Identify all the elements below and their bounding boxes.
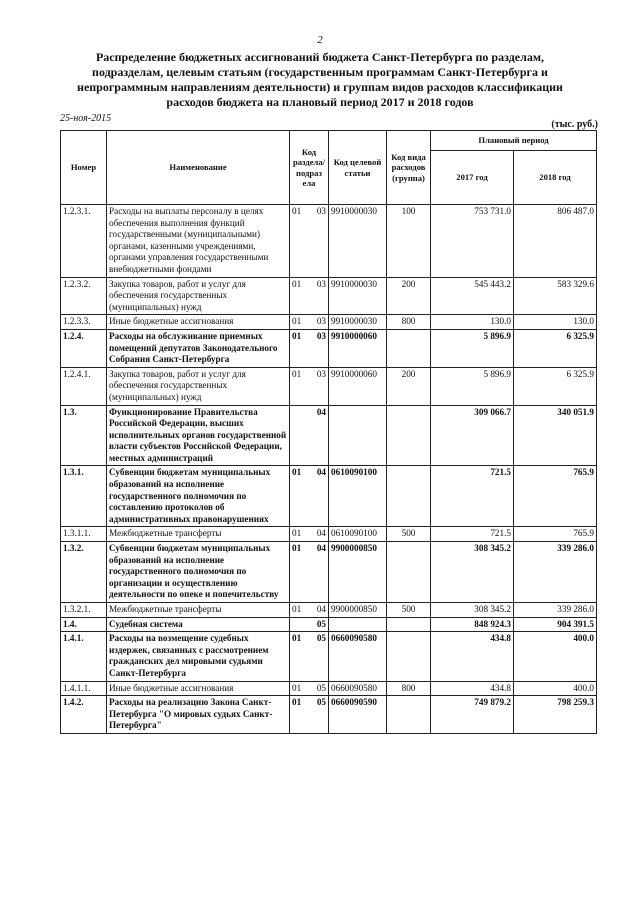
- header-2018: 2018 год: [514, 151, 597, 205]
- row-name: Межбюджетные трансферты: [107, 603, 290, 618]
- header-section: Код раздела/ подраз ела: [290, 131, 329, 205]
- table-row: [61, 329, 597, 367]
- row-amount-2017: 721.5: [431, 466, 514, 527]
- row-number: 1.3.2.1.: [61, 603, 107, 618]
- row-number: 1.2.4.1.: [61, 367, 107, 405]
- row-name: Функционирование Правительства Российской Федерации, высших исполнительных органов государственной власти субъектов Российской Федерации, местных администраций: [107, 405, 290, 466]
- header-name: Наименование: [107, 131, 290, 205]
- row-target-code: 9910000030: [329, 315, 387, 330]
- row-amount-2018: 130.0: [514, 315, 597, 330]
- row-type-code: 500: [387, 527, 431, 542]
- row-name: Расходы на возмещение судебных издержек, связанных с рассмотрением гражданских дел мировыми судьями Санкт-Петербурга: [107, 632, 290, 681]
- row-amount-2018: 583 329.6: [514, 277, 597, 315]
- row-type-code: 200: [387, 367, 431, 405]
- row-target-code: 9900000850: [329, 603, 387, 618]
- row-amount-2018: 765.9: [514, 527, 597, 542]
- row-amount-2018: 339 286.0: [514, 542, 597, 603]
- row-subsection: 04: [307, 542, 329, 603]
- row-subsection: 04: [307, 466, 329, 527]
- row-name: Расходы на обслуживание приемных помещений депутатов Законодательного Собрания Санкт-Петербурга: [107, 329, 290, 367]
- row-target-code: 9900000850: [329, 542, 387, 603]
- row-amount-2018: 765.9: [514, 466, 597, 527]
- row-amount-2017: 308 345.2: [431, 542, 514, 603]
- budget-table: [60, 130, 597, 734]
- row-type-code: 800: [387, 681, 431, 696]
- table-row: [61, 617, 597, 632]
- row-subsection: 04: [307, 527, 329, 542]
- table-row: [61, 542, 597, 603]
- row-amount-2018: 798 259.3: [514, 696, 597, 734]
- table-row: [61, 277, 597, 315]
- row-subsection: 04: [307, 405, 329, 466]
- row-amount-2018: 6 325.9: [514, 367, 597, 405]
- row-type-code: [387, 542, 431, 603]
- row-subsection: 05: [307, 681, 329, 696]
- table-row: [61, 205, 597, 278]
- row-amount-2018: 339 286.0: [514, 603, 597, 618]
- table-row: [61, 315, 597, 330]
- table-row: [61, 527, 597, 542]
- row-amount-2018: 6 325.9: [514, 329, 597, 367]
- row-subsection: 05: [307, 632, 329, 681]
- row-subsection: 05: [307, 617, 329, 632]
- row-target-code: 9910000030: [329, 205, 387, 278]
- row-amount-2017: 5 896.9: [431, 329, 514, 367]
- header-type: Код вида расходов (группа): [387, 131, 431, 205]
- row-target-code: 0660090590: [329, 696, 387, 734]
- row-amount-2018: 340 051.9: [514, 405, 597, 466]
- row-amount-2018: 400.0: [514, 681, 597, 696]
- table-row: [61, 603, 597, 618]
- row-type-code: 800: [387, 315, 431, 330]
- row-amount-2017: 5 896.9: [431, 367, 514, 405]
- row-type-code: [387, 466, 431, 527]
- row-target-code: 0610090100: [329, 527, 387, 542]
- row-type-code: [387, 405, 431, 466]
- row-type-code: [387, 632, 431, 681]
- row-name: Субвенции бюджетам муниципальных образований на исполнение государственного полномочия по организации и осуществлению деятельности по опеке и попечительству: [107, 542, 290, 603]
- row-number: 1.2.3.1.: [61, 205, 107, 278]
- row-subsection: 03: [307, 367, 329, 405]
- row-section: 01: [290, 603, 307, 618]
- row-name: Закупка товаров, работ и услуг для обеспечения государственных (муниципальных) нужд: [107, 277, 290, 315]
- row-type-code: 200: [387, 277, 431, 315]
- row-section: 01: [290, 681, 307, 696]
- table-row: [61, 405, 597, 466]
- row-subsection: 04: [307, 603, 329, 618]
- row-type-code: [387, 696, 431, 734]
- row-number: 1.4.1.1.: [61, 681, 107, 696]
- row-subsection: 05: [307, 696, 329, 734]
- row-amount-2017: 308 345.2: [431, 603, 514, 618]
- row-number: 1.2.4.: [61, 329, 107, 367]
- row-target-code: [329, 617, 387, 632]
- row-number: 1.3.: [61, 405, 107, 466]
- page-number: 2: [317, 34, 323, 46]
- row-name: Расходы на реализацию Закона Санкт-Петербурга "О мировых судьях Санкт-Петербурга": [107, 696, 290, 734]
- row-type-code: [387, 617, 431, 632]
- row-target-code: 0610090100: [329, 466, 387, 527]
- row-name: Расходы на выплаты персоналу в целях обеспечения выполнения функций государственными (муниципальными) органами, казенными учреждениями, органами управления государственными внебюджетными фондами: [107, 205, 290, 278]
- row-number: 1.4.1.: [61, 632, 107, 681]
- row-amount-2017: 545 443.2: [431, 277, 514, 315]
- row-number: 1.3.1.: [61, 466, 107, 527]
- row-target-code: 9910000060: [329, 329, 387, 367]
- row-section: 01: [290, 367, 307, 405]
- row-number: 1.3.2.: [61, 542, 107, 603]
- row-section: 01: [290, 527, 307, 542]
- row-name: Субвенции бюджетам муниципальных образований на исполнение государственного полномочия по составлению протоколов об административных правонарушениях: [107, 466, 290, 527]
- table-row: [61, 696, 597, 734]
- row-target-code: [329, 405, 387, 466]
- row-section: 01: [290, 315, 307, 330]
- document-title: Распределение бюджетных ассигнований бюджета Санкт-Петербурга по разделам, подразделам, целевым статьям (государственным программам Санкт-Петербурга и непрограммным направлениям деятельности) и группам видов расходов классификации расходов бюджета на плановый период 2017 и 2018 годов: [77, 50, 563, 109]
- row-amount-2017: 753 731.0: [431, 205, 514, 278]
- row-number: 1.4.2.: [61, 696, 107, 734]
- row-amount-2017: 721.5: [431, 527, 514, 542]
- row-amount-2018: 400.0: [514, 632, 597, 681]
- row-name: Межбюджетные трансферты: [107, 527, 290, 542]
- row-subsection: 03: [307, 329, 329, 367]
- table-row: [61, 632, 597, 681]
- row-section: 01: [290, 632, 307, 681]
- row-name: Закупка товаров, работ и услуг для обеспечения государственных (муниципальных) нужд: [107, 367, 290, 405]
- row-section: [290, 617, 307, 632]
- row-section: 01: [290, 205, 307, 278]
- header-target: Код целевой статьи: [329, 131, 387, 205]
- row-subsection: 03: [307, 315, 329, 330]
- row-number: 1.2.3.2.: [61, 277, 107, 315]
- table-row: [61, 466, 597, 527]
- document-date: 25-ноя-2015: [60, 113, 112, 124]
- row-section: 01: [290, 277, 307, 315]
- row-number: 1.2.3.3.: [61, 315, 107, 330]
- row-number: 1.4.: [61, 617, 107, 632]
- table-row: [61, 367, 597, 405]
- units-label: (тыс. руб.): [551, 119, 598, 130]
- row-name: Иные бюджетные ассигнования: [107, 681, 290, 696]
- row-section: 01: [290, 466, 307, 527]
- header-number: Номер: [61, 131, 107, 205]
- row-amount-2017: 749 879.2: [431, 696, 514, 734]
- row-type-code: 100: [387, 205, 431, 278]
- row-subsection: 03: [307, 205, 329, 278]
- row-section: 01: [290, 329, 307, 367]
- row-amount-2017: 434.8: [431, 632, 514, 681]
- row-type-code: [387, 329, 431, 367]
- row-number: 1.3.1.1.: [61, 527, 107, 542]
- row-section: 01: [290, 542, 307, 603]
- row-amount-2017: 848 924.3: [431, 617, 514, 632]
- row-amount-2017: 309 066.7: [431, 405, 514, 466]
- row-section: [290, 405, 307, 466]
- header-2017: 2017 год: [431, 151, 514, 205]
- row-name: Судебная система: [107, 617, 290, 632]
- row-target-code: 0660090580: [329, 632, 387, 681]
- row-amount-2018: 806 487.0: [514, 205, 597, 278]
- row-target-code: 9910000030: [329, 277, 387, 315]
- table-row: [61, 681, 597, 696]
- header-planned: Плановый период: [431, 131, 597, 151]
- row-section: 01: [290, 696, 307, 734]
- row-target-code: 9910000060: [329, 367, 387, 405]
- row-target-code: 0660090580: [329, 681, 387, 696]
- row-type-code: 500: [387, 603, 431, 618]
- row-amount-2017: 130.0: [431, 315, 514, 330]
- row-name: Иные бюджетные ассигнования: [107, 315, 290, 330]
- row-amount-2017: 434.8: [431, 681, 514, 696]
- row-amount-2018: 904 391.5: [514, 617, 597, 632]
- row-subsection: 03: [307, 277, 329, 315]
